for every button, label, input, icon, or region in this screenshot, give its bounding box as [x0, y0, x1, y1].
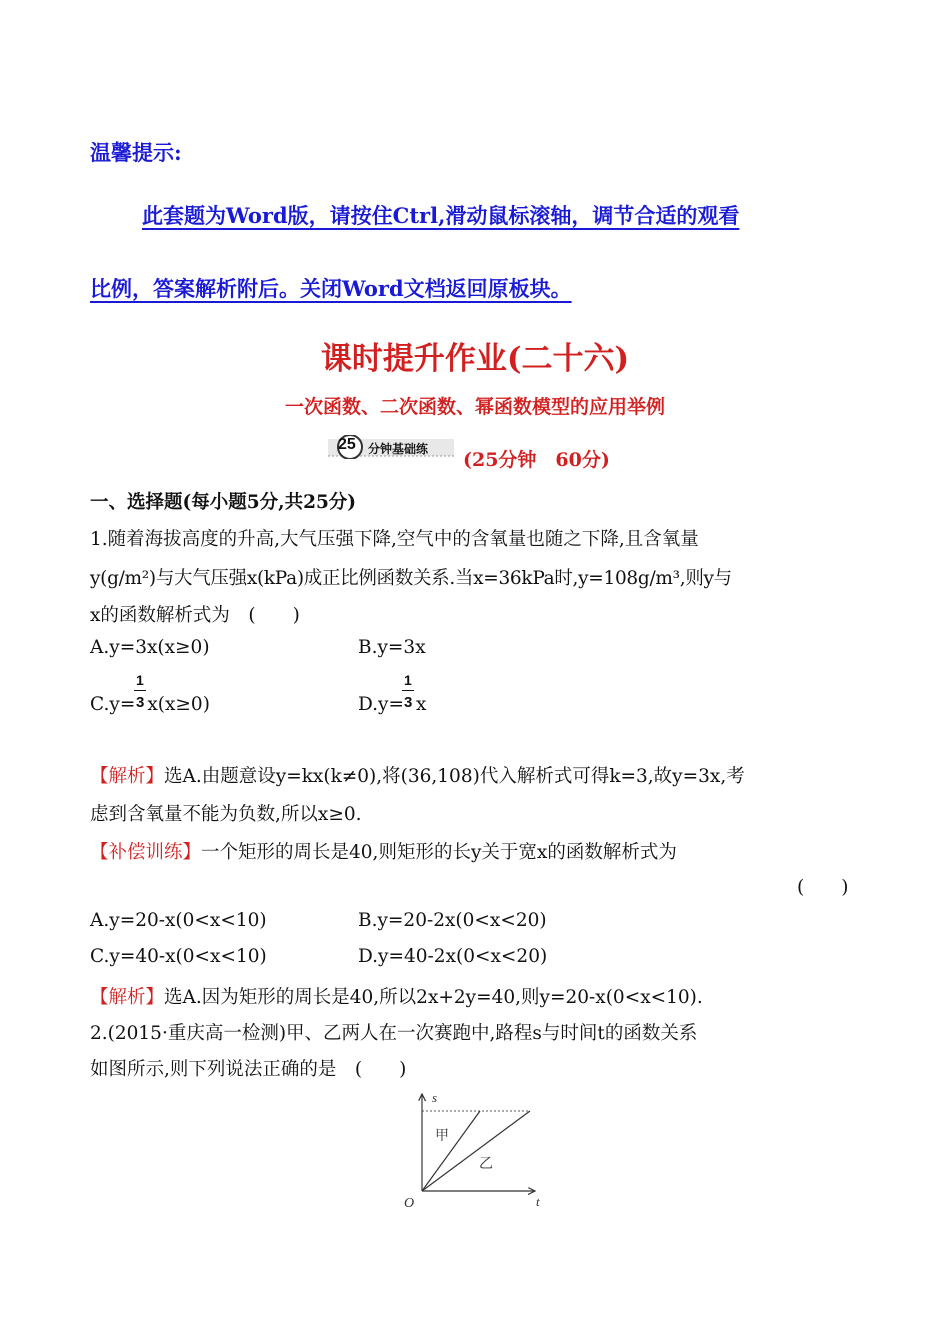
- page-title: 课时提升作业(二十六): [320, 341, 630, 377]
- q1-line3: x的函数解析式为 ( ): [90, 605, 300, 626]
- line-jia: [422, 1111, 480, 1191]
- axis-label-s: s: [432, 1090, 438, 1105]
- supplement-paren: ( ): [797, 877, 849, 898]
- q1-line2: y(g/m²)与大气压强x(kPa)成正比例函数关系.当x=36kPa时,y=108g/m³,则y与: [90, 568, 732, 589]
- q1-option-c-prefix: C.y=: [90, 694, 136, 715]
- q1-option-d-suffix: x: [416, 694, 427, 715]
- q1-option-c: [90, 694, 210, 715]
- q1-d-frac-den: 3: [404, 694, 413, 711]
- q2-line2: 如图所示,则下列说法正确的是 ( ): [90, 1059, 407, 1080]
- supplement-analysis-text: 选A.因为矩形的周长是40,所以2x+2y=40,则y=20-x(0<x<10).: [164, 987, 703, 1008]
- page-subtitle: 一次函数、二次函数、幂函数模型的应用举例: [284, 396, 665, 418]
- time-score: (25分钟 60分): [463, 449, 610, 471]
- supplement-tag: 【补偿训练】: [90, 842, 202, 863]
- notice-line1: 此套题为Word版，请按住Ctrl,滑动鼠标滚轴，调节合适的观看: [142, 203, 740, 228]
- axis-label-t: t: [536, 1194, 540, 1209]
- q1-option-b: B.y=3x: [358, 637, 426, 658]
- q1-option-d: [358, 694, 426, 715]
- q1-line1: 1.随着海拔高度的升高,大气压强下降,空气中的含氧量也随之下降,且含氧量: [90, 529, 699, 550]
- q1-option-d-prefix: D.y=: [358, 694, 405, 715]
- origin-label: O: [404, 1196, 415, 1211]
- q1-option-c-suffix: x(x≥0): [147, 694, 210, 715]
- notice-heading: 温馨提示:: [90, 140, 182, 165]
- q1-c-frac-num: 1: [136, 672, 144, 688]
- q1-analysis-line2: 虑到含氧量不能为负数,所以x≥0.: [90, 804, 362, 825]
- label-yi: 乙: [479, 1156, 493, 1172]
- q1-option-a: A.y=3x(x≥0): [90, 637, 210, 658]
- q1-c-frac-den: 3: [136, 694, 145, 711]
- q1-d-frac-num: 1: [404, 672, 412, 688]
- label-jia: 甲: [435, 1128, 449, 1144]
- supplement-option-c: C.y=40-x(0<x<10): [90, 946, 267, 967]
- q2-line1: 2.(2015·重庆高一检测)甲、乙两人在一次赛跑中,路程s与时间t的函数关系: [90, 1023, 698, 1044]
- time-badge: [328, 435, 454, 459]
- q1-analysis-tag: 【解析】: [90, 766, 165, 787]
- q1-c-frac-bar: [134, 690, 146, 691]
- supplement-analysis-tag: 【解析】: [90, 987, 165, 1008]
- q1-analysis-line1: [90, 762, 745, 788]
- line-yi: [422, 1111, 530, 1191]
- supplement-line1: [90, 838, 677, 864]
- q1-analysis-text: 选A.由题意设y=kx(k≠0),将(36,108)代入解析式可得k=3,故y=3x,考: [164, 766, 745, 787]
- supplement-option-b: B.y=20-2x(0<x<20): [358, 910, 547, 931]
- supplement-option-a: A.y=20-x(0<x<10): [90, 910, 267, 931]
- q2-figure: [395, 1088, 555, 1218]
- supplement-analysis: [90, 983, 703, 1009]
- section-heading: 一、选择题(每小题5分,共25分): [90, 492, 357, 513]
- badge-text: 分钟基础练: [368, 442, 429, 456]
- badge-number: 25: [338, 436, 356, 453]
- supplement-option-d: D.y=40-2x(0<x<20): [358, 946, 548, 967]
- notice-line2: 比例，答案解析附后。关闭Word文档返回原板块。: [90, 276, 572, 301]
- q1-d-frac-bar: [402, 690, 414, 691]
- supplement-text: 一个矩形的周长是40,则矩形的长y关于宽x的函数解析式为: [201, 842, 677, 863]
